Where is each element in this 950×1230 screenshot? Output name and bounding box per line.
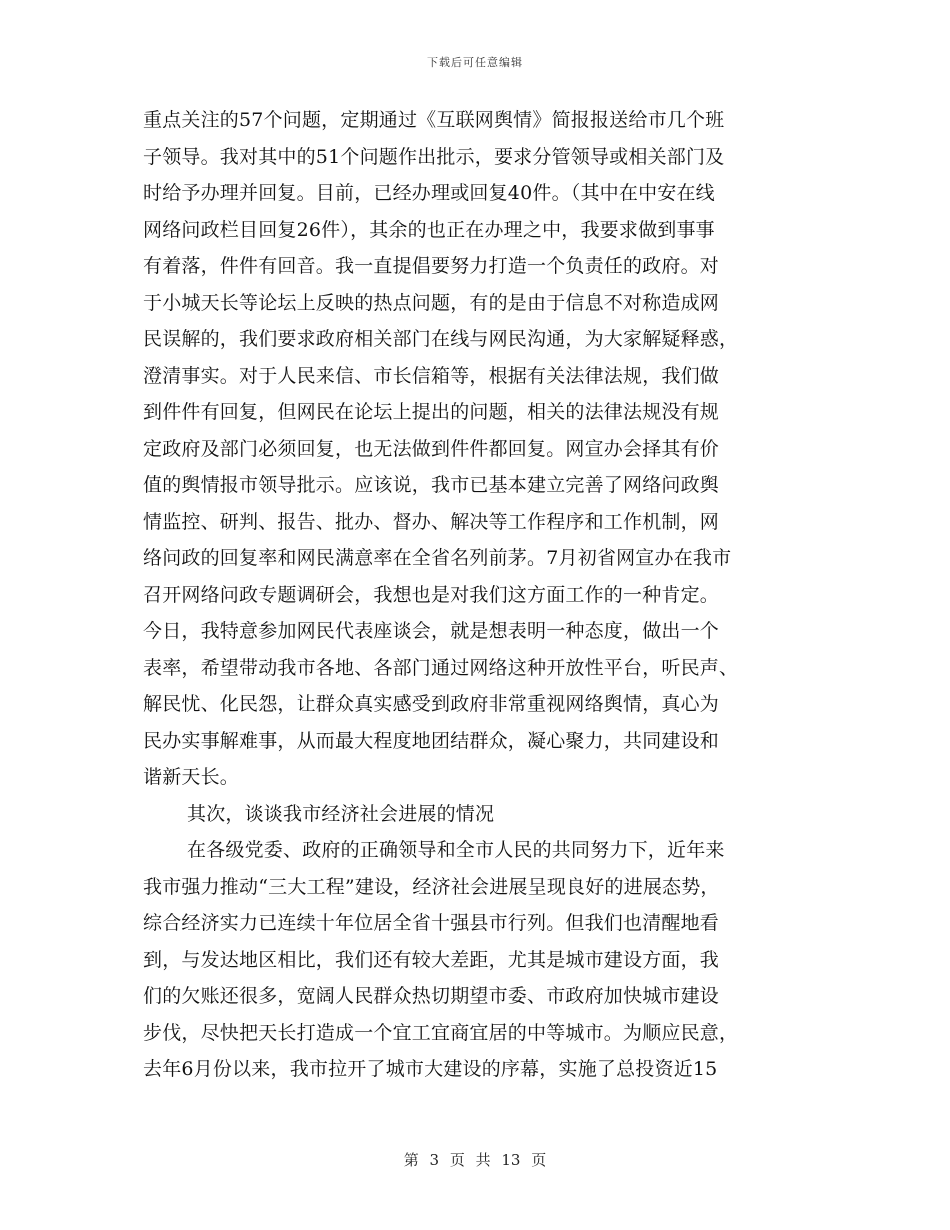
text-line: 召开网络问政专题调研会，我想也是对我们这方面工作的一种肯定。 [143, 583, 720, 606]
document-body [143, 102, 809, 1088]
text-line: 于小城天长等论坛上反映的热点问题，有的是由于信息不对称造成网 [143, 291, 720, 314]
text-line: 时给予办理并回复。目前，已经办理或回复40件。（其中在中安在线 [143, 182, 715, 204]
text-line: 民误解的，我们要求政府相关部门在线与网民沟通，为大家解疑释惑， [143, 328, 739, 350]
text-line: 今日，我特意参加网民代表座谈会，就是想表明一种态度，做出一个 [143, 620, 720, 642]
text-line: 步伐，尽快把天长打造成一个宜工宜商宜居的中等城市。为顺应民意， [143, 1021, 739, 1044]
page-number-footer: 第 3 页 共 13 页 [403, 1151, 547, 1169]
text-line: 值的舆情报市领导批示。应该说，我市已基本建立完善了网络问政舆 [143, 474, 720, 496]
text-line: 情监控、研判、报告、批办、督办、解决等工作程序和工作机制，网 [143, 510, 720, 533]
text-line: 到件件有回复，但网民在论坛上提出的问题，相关的法律法规没有规 [143, 401, 720, 423]
text-line: 到，与发达地区相比，我们还有较大差距，尤其是城市建设方面，我 [143, 948, 720, 971]
text-line: 谐新天长。 [143, 766, 240, 788]
text-line: 澄清事实。对于人民来信、市长信箱等，根据有关法律法规，我们做 [143, 364, 720, 387]
text-line: 去年6月份以来，我市拉开了城市大建设的序幕，实施了总投资近15 [143, 1058, 718, 1080]
text-line: 定政府及部门必须回复，也无法做到件件都回复。网宣办会择其有价 [143, 437, 720, 460]
text-line: 解民忧、化民怨，让群众真实感受到政府非常重视网络舆情，真心为 [143, 693, 720, 715]
text-line: 子领导。我对其中的51个问题作出批示，要求分管领导或相关部门及 [143, 145, 725, 168]
text-line: 络问政的回复率和网民满意率在全省名列前茅。7月初省网宣办在我市 [143, 547, 732, 569]
section-heading: 其次，谈谈我市经济社会进展的情况 [187, 802, 495, 825]
text-line: 我市强力推动“三大工程”建设，经济社会进展呈现良好的进展态势， [143, 875, 720, 898]
text-line: 表率，希望带动我市各地、各部门通过网络这种开放性平台，听民声、 [143, 656, 739, 679]
text-line: 网络问政栏目回复26件），其余的也正在办理之中，我要求做到事事 [143, 218, 715, 241]
text-line: 重点关注的57个问题，定期通过《互联网舆情》简报报送给市几个班 [143, 109, 725, 131]
text-line: 综合经济实力已连续十年位居全省十强县市行列。但我们也清醒地看 [143, 912, 720, 934]
header-note: 下载后可任意编辑 [427, 56, 523, 69]
text-line: 们的欠账还很多，宽阔人民群众热切期望市委、市政府加快城市建设 [143, 985, 720, 1007]
text-line: 有着落，件件有回音。我一直提倡要努力打造一个负责任的政府。对 [143, 255, 720, 277]
text-line: 民办实事解难事，从而最大程度地团结群众，凝心聚力，共同建设和 [143, 729, 720, 752]
paragraph-start-line: 在各级党委、政府的正确领导和全市人民的共同努力下，近年来 [187, 839, 725, 861]
